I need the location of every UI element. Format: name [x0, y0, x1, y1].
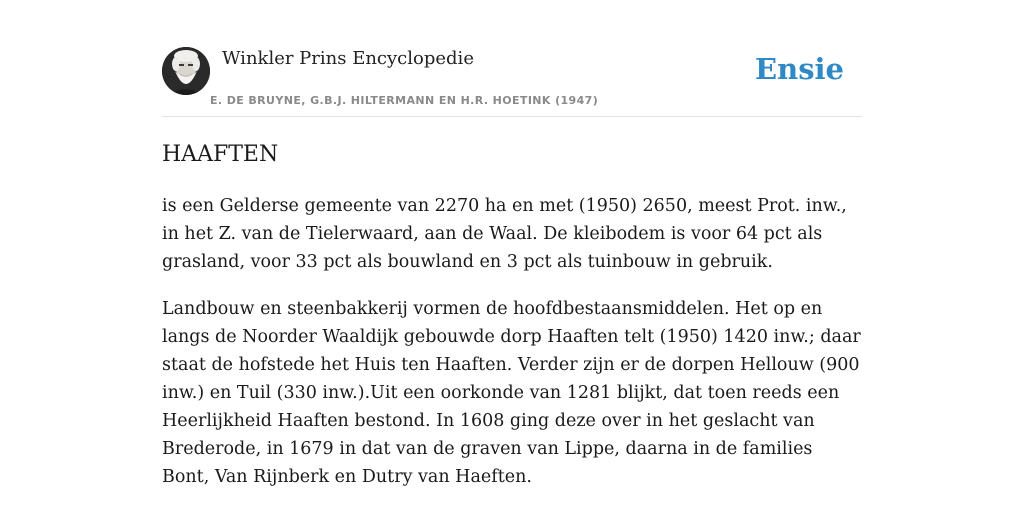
article-body	[162, 192, 862, 510]
site-title[interactable]: Winkler Prins Encyclopedie	[222, 48, 474, 69]
article-title: HAAFTEN	[162, 142, 279, 167]
page-container	[162, 0, 862, 512]
bearded-man-portrait-icon	[162, 47, 210, 95]
avatar[interactable]	[162, 47, 210, 95]
article-paragraph-1: is een Gelderse gemeente van 2270 ha en met (1950) 2650, meest Prot. inw., in het Z. van de Tielerwaard, aan de Waal. De kleibodem is voor 64 pct als grasland, voor 33 pct als bouwland en 3 pct als tuinbouw in gebruik.	[162, 196, 847, 272]
authors-byline: E. DE BRUYNE, G.B.J. HILTERMANN EN H.R. HOETINK (1947)	[210, 94, 599, 107]
ensie-logo[interactable]: Ensie	[755, 52, 844, 86]
site-header	[162, 46, 862, 117]
article-paragraph-2: Landbouw en steenbakkerij vormen de hoofdbestaansmiddelen. Het op en langs de Noorder Waaldijk gebouwde dorp Haaften telt (1950) 1420 inw.; daar staat de hofstede het Huis ten Haaften. Verder zijn er de dorpen Hellouw (900 inw.) en Tuil (330 inw.).Uit een oorkonde van 1281 blijkt, dat toen reeds een Heerlijkheid Haaften bestond. In 1608 ging deze over in het geslacht van Brederode, in 1679 in dat van de graven van Lippe, daarna in de families Bont, Van Rijnberk en Dutry van Haeften.	[162, 299, 861, 487]
